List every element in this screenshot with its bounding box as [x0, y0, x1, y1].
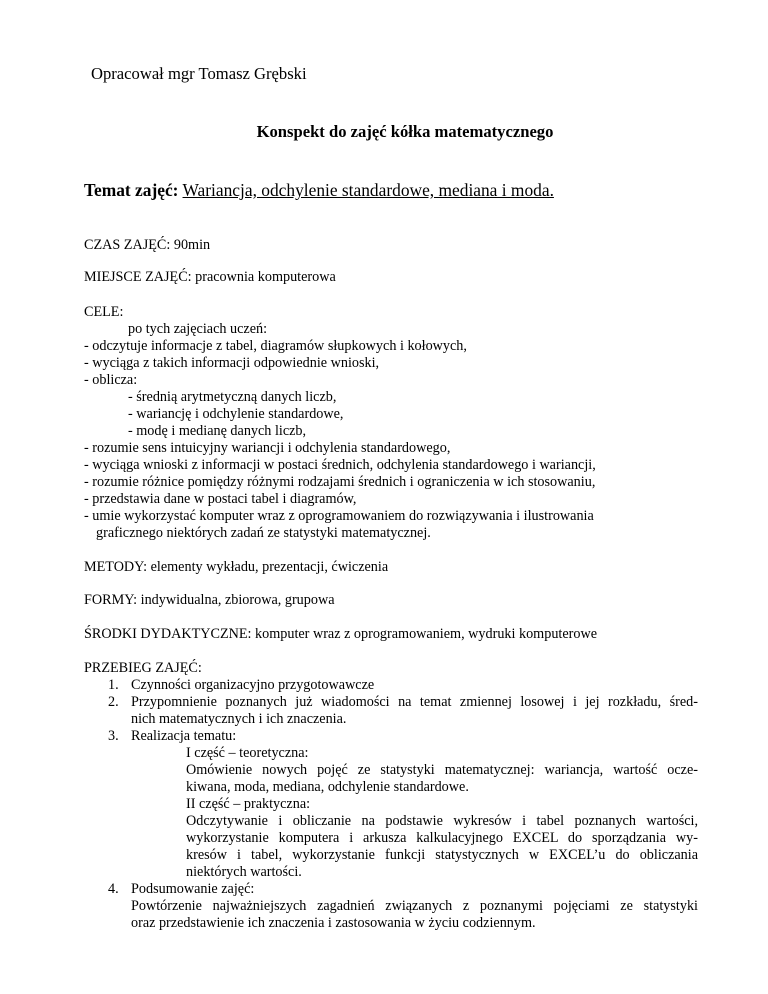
document-title: Konspekt do zajęć kółka matematycznego: [256, 122, 554, 141]
goal-item: - przedstawia dane w postaci tabel i diagramów,: [84, 491, 357, 507]
goal-item-continued: graficznego niektórych zadań ze statystyki matematycznej.: [96, 525, 431, 541]
goal-subitem: - średnią arytmetyczną danych liczb,: [128, 389, 337, 405]
goals-intro: po tych zajęciach uczeń:: [128, 321, 268, 337]
goal-item: - umie wykorzystać komputer wraz z oprogramowaniem do rozwiązywania i ilustrowania: [84, 508, 594, 524]
course-item-continued: nich matematycznych i ich znaczenia.: [131, 711, 347, 727]
course-item-number: 4.: [108, 881, 119, 897]
author-line: Opracował mgr Tomasz Grębski: [91, 64, 307, 83]
forms-line: FORMY: indywidualna, zbiorowa, grupowa: [84, 592, 335, 608]
part1-heading: I część – teoretyczna:: [186, 745, 309, 761]
course-item: Przypomnienie poznanych już wiadomości na temat zmiennej losowej i jej rozkładu, śred-: [131, 694, 698, 710]
part2-line: niektórych wartości.: [186, 864, 302, 880]
part2-line: kresów i tabel, wykorzystanie funkcji statystycznych w EXCEL’u do obliczania: [186, 847, 698, 863]
place-line: MIEJSCE ZAJĘĆ: pracownia komputerowa: [84, 269, 336, 285]
goal-subitem: - wariancję i odchylenie standardowe,: [128, 406, 344, 422]
part2-line: wykorzystanie komputera i arkusza kalkulacyjnego EXCEL do sporządzania wy-: [186, 830, 698, 846]
part1-line: kiwana, moda, mediana, odchylenie standardowe.: [186, 779, 469, 795]
course-item-number: 1.: [108, 677, 119, 693]
course-item-number: 3.: [108, 728, 119, 744]
summary-line: oraz przedstawienie ich znaczenia i zastosowania w życiu codziennym.: [131, 915, 536, 931]
goal-item: - wyciąga z takich informacji odpowiednie wnioski,: [84, 355, 380, 371]
summary-line: Powtórzenie najważniejszych zagadnień związanych z poznanymi pojęciami ze statystyki: [131, 898, 698, 914]
topic-label: Temat zajęć:: [84, 180, 179, 200]
course-item: Realizacja tematu:: [131, 728, 237, 744]
goal-item: - odczytuje informacje z tabel, diagramów słupkowych i kołowych,: [84, 338, 467, 354]
goal-item: - wyciąga wnioski z informacji w postaci średnich, odchylenia standardowego i wariancji,: [84, 457, 596, 473]
methods-line: METODY: elementy wykładu, prezentacji, ćwiczenia: [84, 559, 389, 575]
part2-line: Odczytywanie i obliczanie na podstawie wykresów i tabel poznanych wartości,: [186, 813, 698, 829]
course-item-number: 2.: [108, 694, 119, 710]
time-line: CZAS ZAJĘĆ: 90min: [84, 237, 211, 253]
means-line: ŚRODKI DYDAKTYCZNE: komputer wraz z oprogramowaniem, wydruki komputerowe: [84, 626, 598, 642]
goal-item: - rozumie sens intuicyjny wariancji i odchylenia standardowego,: [84, 440, 451, 456]
topic-line: [84, 180, 554, 200]
goal-item: - oblicza:: [84, 372, 138, 388]
course-heading: PRZEBIEG ZAJĘĆ:: [84, 660, 202, 676]
course-item: Podsumowanie zajęć:: [131, 881, 255, 897]
goal-item: - rozumie różnice pomiędzy różnymi rodzajami średnich i ograniczenia w ich stosowaniu,: [84, 474, 596, 490]
part2-heading: II część – praktyczna:: [186, 796, 311, 812]
part1-line: Omówienie nowych pojęć ze statystyki matematycznej: wariancja, wartość ocze-: [186, 762, 698, 778]
topic-value: Wariancja, odchylenie standardowe, mediana i moda.: [182, 180, 554, 200]
goals-heading: CELE:: [84, 304, 124, 320]
goal-subitem: - modę i medianę danych liczb,: [128, 423, 307, 439]
course-item: Czynności organizacyjno przygotowawcze: [131, 677, 375, 693]
